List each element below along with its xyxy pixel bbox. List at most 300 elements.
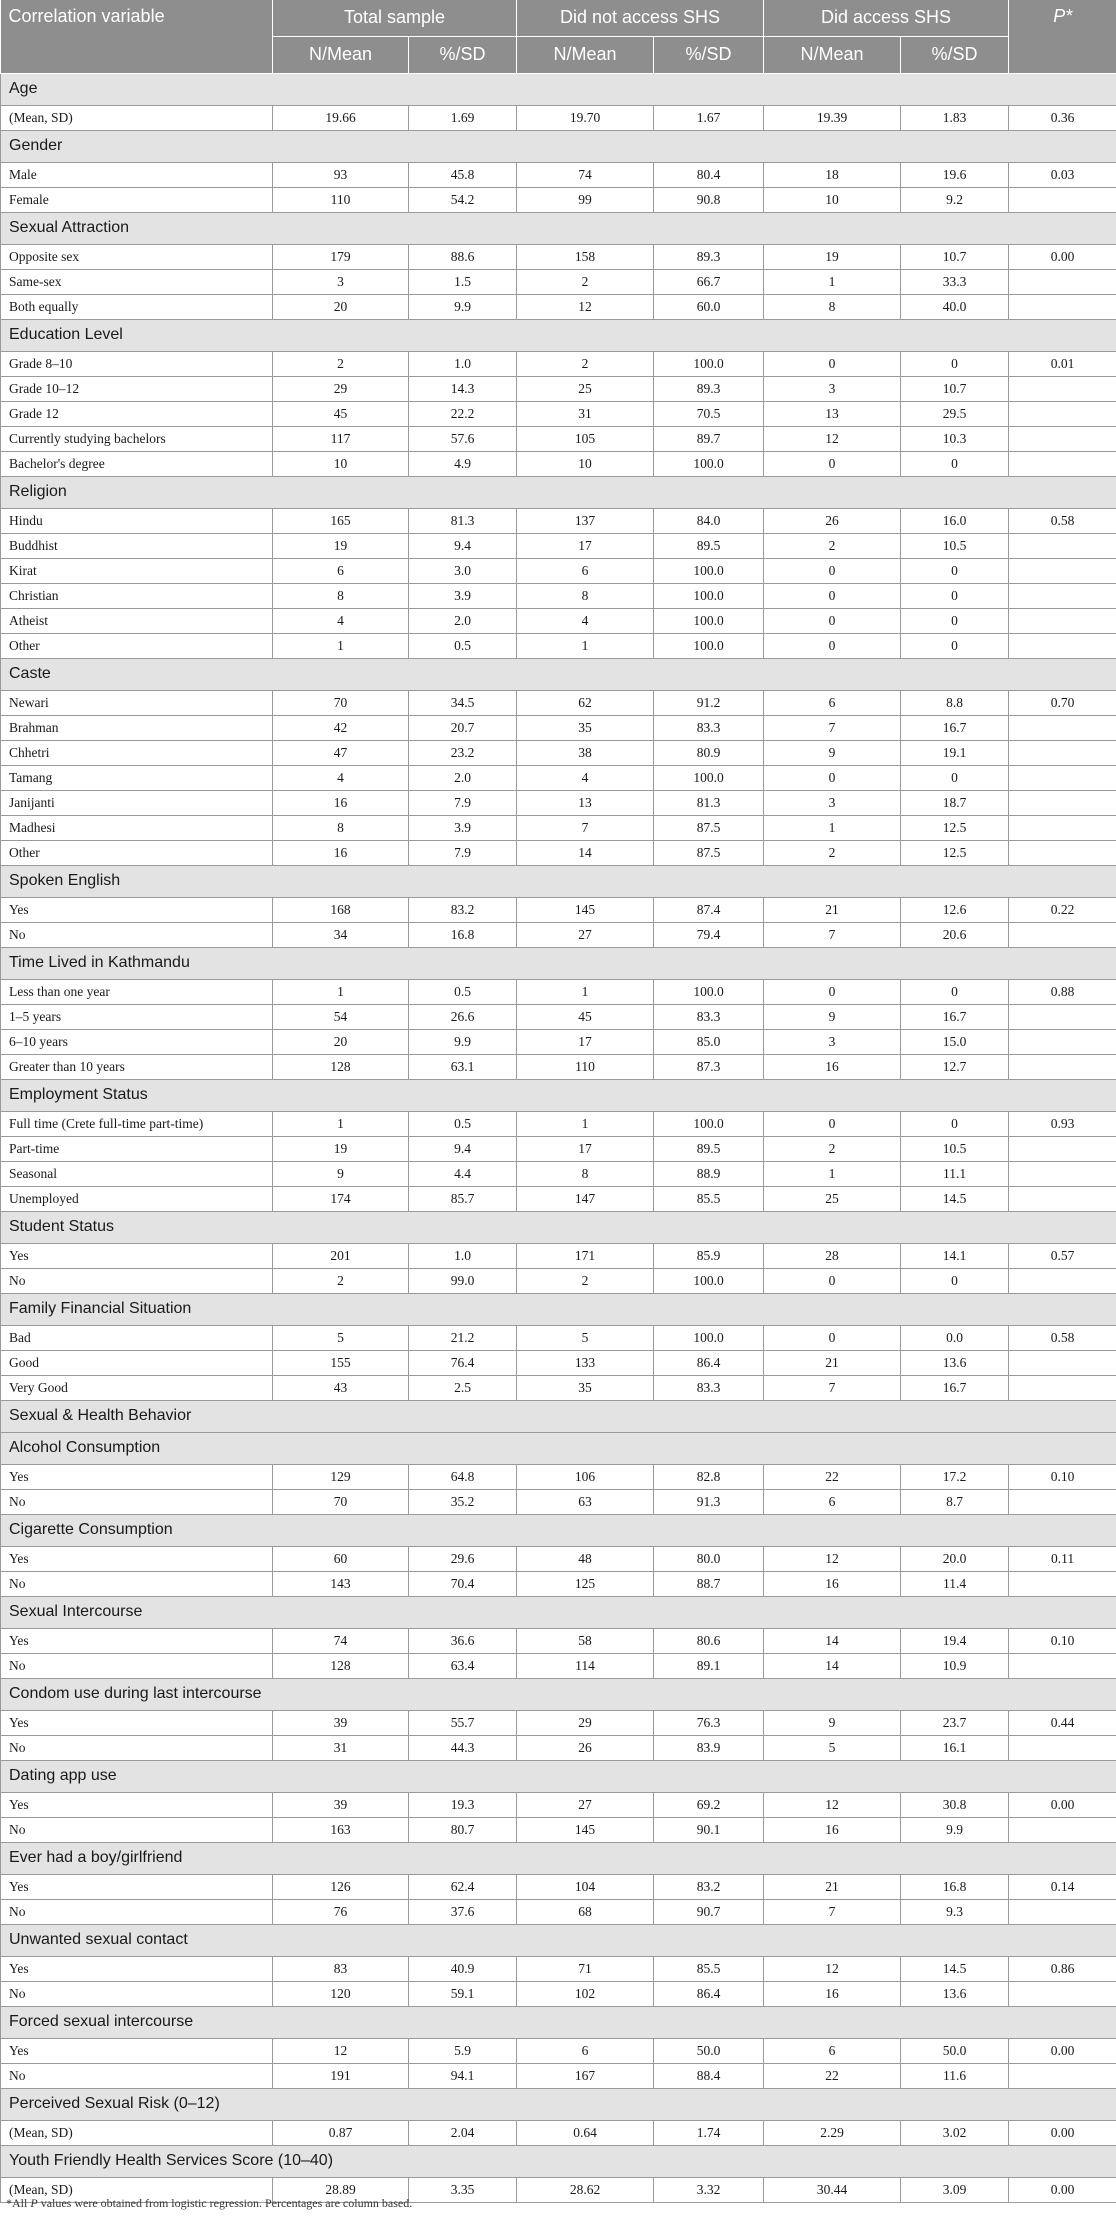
total-pct-sd: 9.4: [409, 533, 517, 558]
total-n-mean: 70: [273, 1489, 409, 1514]
total-pct-sd: 59.1: [409, 1981, 517, 2006]
access-pct-sd: 0: [901, 979, 1009, 1004]
row-label: Other: [1, 633, 273, 658]
not-access-n-mean: 25: [517, 376, 654, 401]
access-n-mean: 9: [764, 1710, 901, 1735]
total-n-mean: 39: [273, 1792, 409, 1817]
access-pct-sd: 16.7: [901, 1004, 1009, 1029]
not-access-n-mean: 17: [517, 533, 654, 558]
total-n-mean: 1: [273, 633, 409, 658]
access-pct-sd: 9.2: [901, 187, 1009, 212]
total-pct-sd: 2.04: [409, 2120, 517, 2145]
not-access-n-mean: 114: [517, 1653, 654, 1678]
not-access-pct-sd: 80.0: [654, 1546, 764, 1571]
total-pct-sd: 70.4: [409, 1571, 517, 1596]
p-value: 0.00: [1009, 2038, 1116, 2063]
group-header-total: Total sample: [273, 0, 517, 36]
total-n-mean: 128: [273, 1054, 409, 1079]
section-header-row: [1, 1293, 1116, 1325]
not-access-n-mean: 4: [517, 608, 654, 633]
not-access-pct-sd: 1.67: [654, 105, 764, 130]
table-row: [1, 1792, 1116, 1817]
table-row: [1, 1375, 1116, 1400]
not-access-n-mean: 48: [517, 1546, 654, 1571]
table-row: [1, 1956, 1116, 1981]
not-access-pct-sd: 83.3: [654, 1375, 764, 1400]
table-row: [1, 979, 1116, 1004]
table-row: [1, 1899, 1116, 1924]
row-label: 1–5 years: [1, 1004, 273, 1029]
row-label: Hindu: [1, 508, 273, 533]
access-n-mean: 2: [764, 840, 901, 865]
table-row: [1, 351, 1116, 376]
p-value: [1009, 294, 1116, 319]
total-n-mean: 39: [273, 1710, 409, 1735]
total-pct-sd: 64.8: [409, 1464, 517, 1489]
access-n-mean: 8: [764, 294, 901, 319]
table-row: [1, 1161, 1116, 1186]
total-n-mean: 70: [273, 690, 409, 715]
row-label: Janijanti: [1, 790, 273, 815]
not-access-n-mean: 28.62: [517, 2177, 654, 2202]
table-row: [1, 2120, 1116, 2145]
total-pct-sd: 29.6: [409, 1546, 517, 1571]
not-access-pct-sd: 87.5: [654, 840, 764, 865]
total-n-mean: 3: [273, 269, 409, 294]
access-pct-sd: 18.7: [901, 790, 1009, 815]
table-row: [1, 1628, 1116, 1653]
not-access-pct-sd: 91.3: [654, 1489, 764, 1514]
access-n-mean: 2: [764, 533, 901, 558]
table-row: [1, 2038, 1116, 2063]
access-pct-sd: 23.7: [901, 1710, 1009, 1735]
total-pct-sd: 37.6: [409, 1899, 517, 1924]
table-header: [1, 0, 1116, 73]
total-n-mean: 19: [273, 533, 409, 558]
subheader-pct-sd: %/SD: [901, 36, 1009, 73]
total-n-mean: 8: [273, 815, 409, 840]
access-pct-sd: 3.09: [901, 2177, 1009, 2202]
row-label: Seasonal: [1, 1161, 273, 1186]
section-title: Forced sexual intercourse: [1, 2006, 1116, 2038]
section-header-row: [1, 1678, 1116, 1710]
p-value: [1009, 376, 1116, 401]
p-value: [1009, 1161, 1116, 1186]
access-n-mean: 0: [764, 558, 901, 583]
access-pct-sd: 9.9: [901, 1817, 1009, 1842]
not-access-pct-sd: 86.4: [654, 1981, 764, 2006]
access-n-mean: 22: [764, 2063, 901, 2088]
p-value-column-header: P*: [1009, 0, 1116, 73]
total-n-mean: 47: [273, 740, 409, 765]
table-row: [1, 1054, 1116, 1079]
total-pct-sd: 57.6: [409, 426, 517, 451]
access-pct-sd: 16.1: [901, 1735, 1009, 1760]
section-header-row: [1, 2006, 1116, 2038]
not-access-n-mean: 8: [517, 583, 654, 608]
table-row: [1, 1546, 1116, 1571]
not-access-n-mean: 1: [517, 1111, 654, 1136]
access-n-mean: 1: [764, 1161, 901, 1186]
not-access-n-mean: 13: [517, 790, 654, 815]
footnote-text: values were obtained from logistic regression. Percentages are column based.: [37, 2196, 413, 2210]
not-access-pct-sd: 87.5: [654, 815, 764, 840]
not-access-n-mean: 6: [517, 2038, 654, 2063]
row-label: No: [1, 1899, 273, 1924]
access-pct-sd: 14.5: [901, 1186, 1009, 1211]
section-title: Sexual Intercourse: [1, 1596, 1116, 1628]
total-pct-sd: 3.35: [409, 2177, 517, 2202]
not-access-pct-sd: 100.0: [654, 558, 764, 583]
p-value: [1009, 1571, 1116, 1596]
not-access-pct-sd: 85.0: [654, 1029, 764, 1054]
table-row: [1, 1325, 1116, 1350]
access-pct-sd: 30.8: [901, 1792, 1009, 1817]
access-n-mean: 19.39: [764, 105, 901, 130]
table-row: [1, 897, 1116, 922]
total-pct-sd: 35.2: [409, 1489, 517, 1514]
access-pct-sd: 12.5: [901, 840, 1009, 865]
access-pct-sd: 15.0: [901, 1029, 1009, 1054]
p-value: 0.58: [1009, 1325, 1116, 1350]
access-n-mean: 0: [764, 583, 901, 608]
total-n-mean: 45: [273, 401, 409, 426]
total-pct-sd: 2.0: [409, 608, 517, 633]
access-n-mean: 0: [764, 979, 901, 1004]
p-value: [1009, 1817, 1116, 1842]
row-label: No: [1, 1817, 273, 1842]
total-pct-sd: 21.2: [409, 1325, 517, 1350]
table-row: [1, 508, 1116, 533]
access-pct-sd: 9.3: [901, 1899, 1009, 1924]
p-value: 0.00: [1009, 2177, 1116, 2202]
p-value: 0.00: [1009, 2120, 1116, 2145]
access-pct-sd: 0: [901, 608, 1009, 633]
section-header-row: [1, 1432, 1116, 1464]
row-label: No: [1, 2063, 273, 2088]
section-header-row: [1, 1400, 1116, 1432]
not-access-n-mean: 74: [517, 162, 654, 187]
row-label: Christian: [1, 583, 273, 608]
access-pct-sd: 0: [901, 451, 1009, 476]
section-title: Dating app use: [1, 1760, 1116, 1792]
access-n-mean: 6: [764, 690, 901, 715]
row-label: Tamang: [1, 765, 273, 790]
row-label: Part-time: [1, 1136, 273, 1161]
p-value: 0.00: [1009, 244, 1116, 269]
not-access-pct-sd: 69.2: [654, 1792, 764, 1817]
total-n-mean: 128: [273, 1653, 409, 1678]
table-row: [1, 1464, 1116, 1489]
not-access-n-mean: 29: [517, 1710, 654, 1735]
not-access-n-mean: 1: [517, 633, 654, 658]
access-pct-sd: 12.5: [901, 815, 1009, 840]
p-value: [1009, 715, 1116, 740]
table-row: [1, 1268, 1116, 1293]
p-value: [1009, 1899, 1116, 1924]
total-pct-sd: 88.6: [409, 244, 517, 269]
section-header-row: [1, 73, 1116, 105]
total-n-mean: 201: [273, 1243, 409, 1268]
table-row: [1, 608, 1116, 633]
section-title: Caste: [1, 658, 1116, 690]
table-row: [1, 426, 1116, 451]
not-access-pct-sd: 89.7: [654, 426, 764, 451]
total-pct-sd: 54.2: [409, 187, 517, 212]
p-value: [1009, 1375, 1116, 1400]
p-value: 0.44: [1009, 1710, 1116, 1735]
table-row: [1, 1186, 1116, 1211]
total-pct-sd: 4.9: [409, 451, 517, 476]
access-n-mean: 12: [764, 426, 901, 451]
p-value: [1009, 633, 1116, 658]
table-row: [1, 401, 1116, 426]
not-access-pct-sd: 100.0: [654, 583, 764, 608]
not-access-pct-sd: 84.0: [654, 508, 764, 533]
section-header-row: [1, 1514, 1116, 1546]
group-header-access: Did access SHS: [764, 0, 1009, 36]
access-n-mean: 6: [764, 1489, 901, 1514]
section-title: Condom use during last intercourse: [1, 1678, 1116, 1710]
p-value: [1009, 740, 1116, 765]
not-access-n-mean: 104: [517, 1874, 654, 1899]
table-row: [1, 1136, 1116, 1161]
total-n-mean: 4: [273, 765, 409, 790]
row-label: Yes: [1, 1874, 273, 1899]
table-row: [1, 1653, 1116, 1678]
not-access-n-mean: 105: [517, 426, 654, 451]
table-row: [1, 1735, 1116, 1760]
p-value: [1009, 1186, 1116, 1211]
access-n-mean: 21: [764, 1350, 901, 1375]
total-pct-sd: 3.9: [409, 815, 517, 840]
table-row: [1, 740, 1116, 765]
not-access-pct-sd: 87.3: [654, 1054, 764, 1079]
not-access-pct-sd: 90.8: [654, 187, 764, 212]
table-row: [1, 533, 1116, 558]
total-n-mean: 126: [273, 1874, 409, 1899]
total-pct-sd: 0.5: [409, 633, 517, 658]
not-access-pct-sd: 79.4: [654, 922, 764, 947]
total-n-mean: 129: [273, 1464, 409, 1489]
row-label: Opposite sex: [1, 244, 273, 269]
section-header-row: [1, 1596, 1116, 1628]
not-access-pct-sd: 88.4: [654, 2063, 764, 2088]
table-row: [1, 451, 1116, 476]
total-n-mean: 4: [273, 608, 409, 633]
not-access-n-mean: 27: [517, 1792, 654, 1817]
table-row: [1, 2063, 1116, 2088]
not-access-pct-sd: 66.7: [654, 269, 764, 294]
total-n-mean: 12: [273, 2038, 409, 2063]
access-n-mean: 3: [764, 376, 901, 401]
not-access-n-mean: 110: [517, 1054, 654, 1079]
section-header-row: [1, 947, 1116, 979]
table-footnote: [6, 2196, 412, 2211]
row-label: (Mean, SD): [1, 2177, 273, 2202]
not-access-n-mean: 0.64: [517, 2120, 654, 2145]
not-access-pct-sd: 89.5: [654, 1136, 764, 1161]
row-label: Bachelor's degree: [1, 451, 273, 476]
total-n-mean: 120: [273, 1981, 409, 2006]
not-access-pct-sd: 100.0: [654, 1325, 764, 1350]
table-row: [1, 922, 1116, 947]
not-access-n-mean: 102: [517, 1981, 654, 2006]
total-n-mean: 20: [273, 294, 409, 319]
not-access-pct-sd: 100.0: [654, 765, 764, 790]
table-row: [1, 558, 1116, 583]
access-pct-sd: 16.0: [901, 508, 1009, 533]
p-value: 0.10: [1009, 1464, 1116, 1489]
subheader-n-mean: N/Mean: [517, 36, 654, 73]
access-n-mean: 9: [764, 740, 901, 765]
access-n-mean: 19: [764, 244, 901, 269]
total-n-mean: 16: [273, 790, 409, 815]
not-access-n-mean: 137: [517, 508, 654, 533]
not-access-pct-sd: 87.4: [654, 897, 764, 922]
p-value: [1009, 1136, 1116, 1161]
section-title: Student Status: [1, 1211, 1116, 1243]
access-n-mean: 5: [764, 1735, 901, 1760]
row-label: (Mean, SD): [1, 2120, 273, 2145]
access-pct-sd: 50.0: [901, 2038, 1009, 2063]
not-access-n-mean: 68: [517, 1899, 654, 1924]
access-n-mean: 10: [764, 187, 901, 212]
access-pct-sd: 29.5: [901, 401, 1009, 426]
not-access-pct-sd: 60.0: [654, 294, 764, 319]
section-title: Cigarette Consumption: [1, 1514, 1116, 1546]
access-pct-sd: 0: [901, 633, 1009, 658]
table-row: [1, 1874, 1116, 1899]
row-label: Grade 10–12: [1, 376, 273, 401]
not-access-n-mean: 1: [517, 979, 654, 1004]
row-label: Yes: [1, 1628, 273, 1653]
total-pct-sd: 1.69: [409, 105, 517, 130]
row-label: Yes: [1, 1792, 273, 1817]
access-n-mean: 3: [764, 790, 901, 815]
total-n-mean: 19: [273, 1136, 409, 1161]
not-access-n-mean: 19.70: [517, 105, 654, 130]
not-access-n-mean: 26: [517, 1735, 654, 1760]
row-label: Other: [1, 840, 273, 865]
p-value: 0.03: [1009, 162, 1116, 187]
section-header-row: [1, 658, 1116, 690]
access-n-mean: 7: [764, 1899, 901, 1924]
access-pct-sd: 0: [901, 351, 1009, 376]
total-n-mean: 16: [273, 840, 409, 865]
total-n-mean: 76: [273, 1899, 409, 1924]
access-pct-sd: 0: [901, 583, 1009, 608]
row-label: Greater than 10 years: [1, 1054, 273, 1079]
access-n-mean: 0: [764, 1268, 901, 1293]
access-n-mean: 1: [764, 815, 901, 840]
total-pct-sd: 85.7: [409, 1186, 517, 1211]
not-access-pct-sd: 100.0: [654, 351, 764, 376]
access-pct-sd: 8.7: [901, 1489, 1009, 1514]
p-value: [1009, 426, 1116, 451]
not-access-pct-sd: 89.3: [654, 244, 764, 269]
access-n-mean: 30.44: [764, 2177, 901, 2202]
access-pct-sd: 13.6: [901, 1981, 1009, 2006]
row-label: Both equally: [1, 294, 273, 319]
not-access-pct-sd: 50.0: [654, 2038, 764, 2063]
subheader-pct-sd: %/SD: [654, 36, 764, 73]
p-value: 0.58: [1009, 508, 1116, 533]
total-pct-sd: 9.9: [409, 294, 517, 319]
not-access-n-mean: 45: [517, 1004, 654, 1029]
access-n-mean: 22: [764, 1464, 901, 1489]
total-n-mean: 155: [273, 1350, 409, 1375]
not-access-pct-sd: 88.9: [654, 1161, 764, 1186]
not-access-n-mean: 145: [517, 1817, 654, 1842]
access-n-mean: 0: [764, 451, 901, 476]
not-access-pct-sd: 88.7: [654, 1571, 764, 1596]
section-header-row: [1, 212, 1116, 244]
table-row: [1, 583, 1116, 608]
access-n-mean: 6: [764, 2038, 901, 2063]
not-access-pct-sd: 85.5: [654, 1956, 764, 1981]
total-pct-sd: 45.8: [409, 162, 517, 187]
not-access-n-mean: 12: [517, 294, 654, 319]
section-title: Age: [1, 73, 1116, 105]
not-access-pct-sd: 83.3: [654, 1004, 764, 1029]
total-pct-sd: 3.9: [409, 583, 517, 608]
not-access-pct-sd: 81.3: [654, 790, 764, 815]
access-n-mean: 21: [764, 1874, 901, 1899]
row-label: No: [1, 1571, 273, 1596]
total-n-mean: 5: [273, 1325, 409, 1350]
not-access-n-mean: 2: [517, 351, 654, 376]
access-pct-sd: 0: [901, 1268, 1009, 1293]
total-pct-sd: 81.3: [409, 508, 517, 533]
section-title: Ever had a boy/girlfriend: [1, 1842, 1116, 1874]
not-access-n-mean: 35: [517, 1375, 654, 1400]
access-n-mean: 12: [764, 1546, 901, 1571]
p-value: [1009, 840, 1116, 865]
not-access-n-mean: 145: [517, 897, 654, 922]
total-pct-sd: 34.5: [409, 690, 517, 715]
table-row: [1, 294, 1116, 319]
not-access-pct-sd: 90.1: [654, 1817, 764, 1842]
access-pct-sd: 20.0: [901, 1546, 1009, 1571]
not-access-n-mean: 158: [517, 244, 654, 269]
total-n-mean: 117: [273, 426, 409, 451]
not-access-n-mean: 31: [517, 401, 654, 426]
p-value: [1009, 269, 1116, 294]
total-pct-sd: 40.9: [409, 1956, 517, 1981]
section-title: Religion: [1, 476, 1116, 508]
not-access-pct-sd: 100.0: [654, 633, 764, 658]
total-pct-sd: 55.7: [409, 1710, 517, 1735]
row-label: Yes: [1, 2038, 273, 2063]
not-access-pct-sd: 83.2: [654, 1874, 764, 1899]
p-value: 0.10: [1009, 1628, 1116, 1653]
section-title: Sexual Attraction: [1, 212, 1116, 244]
total-pct-sd: 7.9: [409, 840, 517, 865]
table-row: [1, 815, 1116, 840]
p-value: [1009, 1653, 1116, 1678]
access-pct-sd: 14.5: [901, 1956, 1009, 1981]
not-access-pct-sd: 100.0: [654, 608, 764, 633]
subheader-pct-sd: %/SD: [409, 36, 517, 73]
row-label: Bad: [1, 1325, 273, 1350]
total-n-mean: 83: [273, 1956, 409, 1981]
not-access-n-mean: 171: [517, 1243, 654, 1268]
table-row: [1, 1710, 1116, 1735]
access-n-mean: 12: [764, 1956, 901, 1981]
row-label: Less than one year: [1, 979, 273, 1004]
p-value: 0.01: [1009, 351, 1116, 376]
